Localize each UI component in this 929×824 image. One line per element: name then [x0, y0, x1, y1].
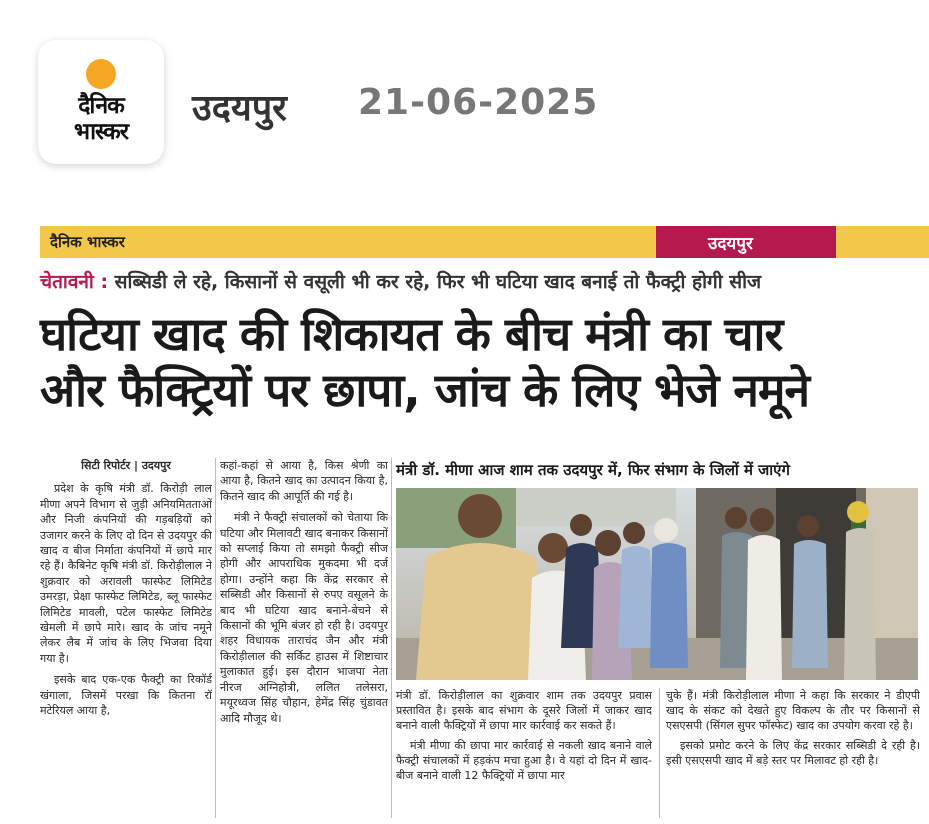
article-column-2 [220, 458, 388, 824]
paragraph: मंत्री डॉ. किरोड़ीलाल का शुक्रवार शाम तक उदयपुर प्रवास प्रस्तावित है। इसके बाद संभाग के दूसरे जिलों में जाकर खाद बनाने वाली फैक्ट्रियों में छापा मार कार्रवाई कर सकते हैं। [396, 689, 652, 733]
paragraph: चुके हैं। मंत्री किरोड़ीलाल मीणा ने कहा कि सरकार ने डीएपी खाद के संकट को देखते हुए विकल्प के तौर पर किसानों से एसएसपी (सिंगल सुपर फॉस्फेट) खाद का उपयोग करवा रहे है। [666, 689, 920, 733]
kicker-label: चेतावनी : [40, 271, 109, 293]
photo-column-right [666, 688, 920, 824]
app-header [0, 0, 929, 210]
edition-city: उदयपुर [192, 88, 287, 129]
band-brand: दैनिक भास्कर [50, 233, 125, 251]
logo-text-line1: दैनिक [78, 92, 124, 119]
dainik-bhaskar-logo[interactable] [38, 40, 164, 164]
kicker-line [40, 268, 929, 294]
headline-line-2: और फैक्ट्रियों पर छापा, जांच के लिए भेजे नमूने [40, 363, 809, 417]
byline: सिटी रिपोर्टर | उदयपुर [81, 459, 171, 472]
band-city-tag: उदयपुर [656, 226, 836, 258]
paragraph: मंत्री ने फैक्ट्री संचालकों को चेताया कि घटिया और मिलावटी खाद बनाकर किसानों को सप्लाई किया तो समझो फैक्ट्री सीज होगी और आपराधिक मुकदमा भी दर्ज होगा। उन्होंने कहा कि केंद्र सरकार से सब्सिडी और किसानों से रुपए वसूलने के बाद भी घटिया खाद बनाने-बेचने से किसानों की भूमि बंजर हो रही है। उदयपुर शहर विधायक ताराचंद जैन और मंत्री किरोड़ीलाल की सर्किट हाउस में शिष्टाचार मुलाकात हुई। इस दौरान भाजपा नेता नीरज अग्निहोत्री, ललित तलेसरा, मयूरध्वज सिंह चौहान, हेमेंद्र सिंह चुंडावत आदि मौजूद थे। [220, 511, 388, 725]
kicker-text: सब्सिडी ले रहे, किसानों से वसूली भी कर रहे, फिर भी घटिया खाद बनाई तो फैक्ट्री होगी सीज [108, 271, 762, 293]
column-divider [659, 688, 660, 818]
edition-date: 21-06-2025 [358, 82, 599, 123]
headline [40, 306, 929, 418]
paragraph: प्रदेश के कृषि मंत्री डॉ. किरोड़ी लाल मीणा अपने विभाग से जुड़ी अनियमितताओं और निजी कंपनियों की गड़बड़ियों को उजागर करने के लिए दो दिन से उदयपुर की खाद व बीज निर्माता कंपनियों में छापे मार रहे हैं। कैबिनेट कृषि मंत्री डॉ. किरोड़ीलाल ने शुक्रवार को अरावली फास्फेट लिमिटेड उमरड़ा, प्रेक्षा फास्फेट लिमिटेड, ब्लू फास्फेट लिमिटेड मावली, पटेल फास्फेट लिमिटेड खेमली में छापे मारे। खाद के जांच नमूने लेकर लैब में जांच के लिए भिजवा दिया गया है। [40, 482, 212, 665]
news-photo[interactable] [396, 488, 918, 680]
paragraph: इसके बाद एक-एक फैक्ट्री का रिकॉर्ड खंगाला, जिसमें परखा कि कितना रॉ मटेरियल आया है, [40, 673, 212, 718]
paragraph: कहां-कहां से आया है, किस श्रेणी का आया है, कितने खाद का उत्पादन किया है, कितने खाद की आपूर्ति की गई है। [220, 459, 388, 503]
article-column-1 [40, 458, 212, 824]
column-divider [215, 458, 216, 818]
column-divider [391, 458, 392, 818]
paragraph: मंत्री मीणा की छापा मार कार्रवाई से नकली खाद बनाने वाले फैक्ट्री संचालकों में हड़कंप मचा हुआ है। वे यहां दो दिन में खाद-बीज बनाने वाली 12 फैक्ट्रियों में छापा मार [396, 738, 652, 783]
photo-illustration [396, 488, 918, 680]
logo-text-line2: भास्कर [73, 118, 129, 145]
photo-heading: मंत्री डॉ. मीणा आज शाम तक उदयपुर में, फिर संभाग के जिलों में जाएंगे [396, 461, 790, 479]
masthead-band [40, 226, 929, 258]
sun-icon [86, 59, 116, 89]
photo-column-left [396, 688, 652, 824]
paragraph: इसको प्रमोट करने के लिए केंद्र सरकार सब्सिडी दे रही है। इसी एसएसपी खाद में बड़े स्तर पर मिलावट हो रही है। [666, 738, 920, 767]
headline-line-1: घटिया खाद की शिकायत के बीच मंत्री का चार [40, 307, 783, 361]
